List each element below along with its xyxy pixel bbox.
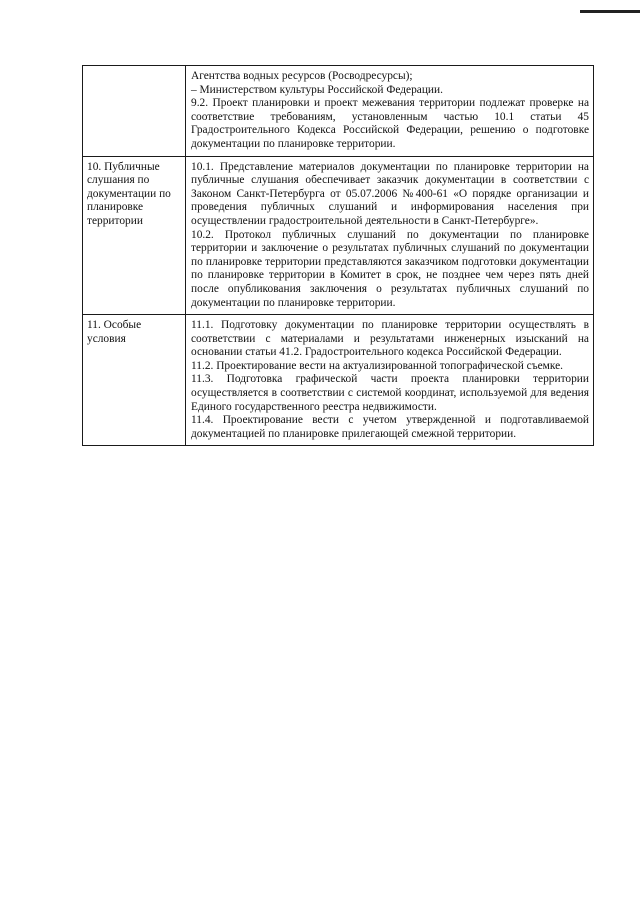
section-label-cell [83,66,186,157]
paragraph: – Министерством культуры Российской Федерации. [191,83,443,96]
table-row [83,315,594,446]
paragraph: 11.2. Проектирование вести на актуализированной топографической съемке. [191,359,564,372]
section-content-cell [186,156,594,315]
table-row [83,156,594,315]
section-content-cell [186,315,594,446]
paragraph: 11.1. Подготовку документации по планировке территории осуществлять в соответствии с материалами и результатами инженерных изысканий на основании статьи 41.2. Градостроительного кодекса Российской Федерации. [191,319,589,359]
paragraph: 11.4. Проектирование вести с учетом утвержденной и подготавливаемой документацией по планировке прилегающей смежной территории. [191,414,589,440]
table-row [83,66,594,157]
paragraph: 11.3. Подготовка графической части проекта планировки территории осуществляется в соответствии с системой координат, используемой для ведения Единого государственного реестра недвижимости. [191,373,589,413]
paragraph: Агентства водных ресурсов (Росводресурсы); [191,70,413,82]
paragraph: 10.2. Протокол публичных слушаний по документации по планировке территории и заключение о результатах публичных слушаний по документации по планировке территории представляются заказчиком подготовки документации по планировке территории в Комитет в срок, не позднее чем через пять дней после опубликования заключения о результатах публичных слушаний по документации по планировке территории. [191,228,589,309]
section-label: 10. Публичные слушания по документации по планировке территории [87,160,171,227]
section-label-cell [83,315,186,446]
paragraph: 9.2. Проект планировки и проект межевания территории подлежат проверке на соответствие требованиям, установленным частью 10.1 статьи 45 Градостроительного Кодекса Российской Федерации, решению о подготовке документации по планировке территории. [191,97,589,150]
top-border-rule [580,10,640,13]
section-label-cell [83,156,186,315]
section-label: 11. Особые условия [87,319,142,345]
paragraph: 10.1. Представление материалов документации по планировке территории на публичные слушания обеспечивает заказчик документации в соответствии с Законом Санкт-Петербурга от 05.07.2006 №400-61 «О порядке организации и проведения публичных слушаний и информирования населения при осуществлении градостроительной деятельности в Санкт-Петербурге». [191,160,589,227]
requirements-table [82,65,594,446]
section-content-cell [186,66,594,157]
